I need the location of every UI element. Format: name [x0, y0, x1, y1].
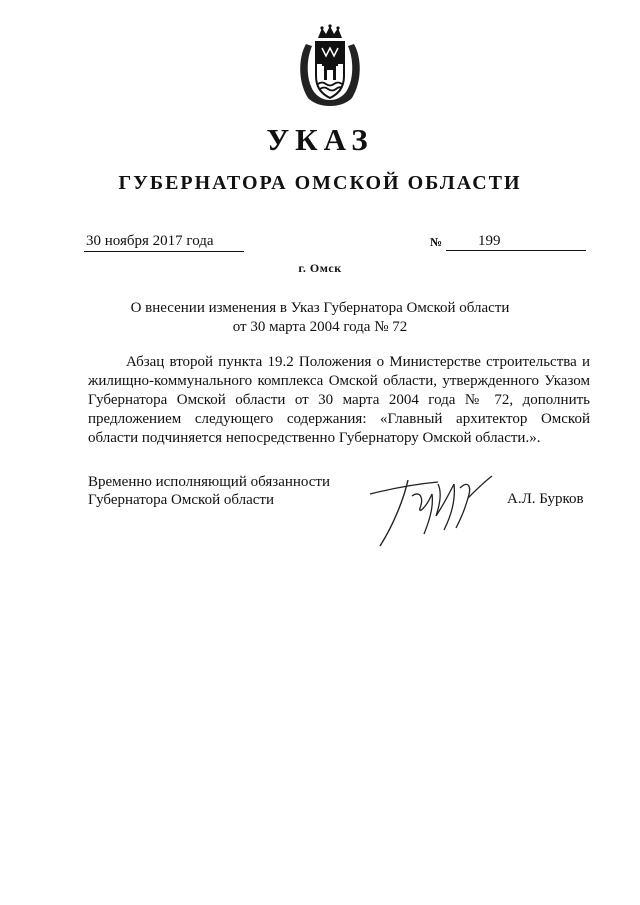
subject-line-2: от 30 марта 2004 года № 72: [232, 319, 408, 335]
date-underline: [84, 251, 244, 252]
decree-body-paragraph: Абзац второй пункта 19.2 Положения о Министерстве строительства и жилищно-коммунального комплекса Омской области, утвержденного Указом Губернатора Омской области от 30 марта 2004 года № 72, дополнить предложением следующего содержания: «Главный архитектор Омской области подчиняется непосредственно Губернатору Омской области.».: [88, 354, 590, 446]
document-title: УКАЗ: [266, 122, 374, 157]
decree-number: 199: [478, 233, 501, 249]
number-label: №: [430, 235, 443, 249]
signer-role-line-2: Губернатора Омской области: [88, 492, 274, 508]
city-label: г. Омск: [298, 261, 342, 275]
signer-role: [88, 473, 348, 509]
omsk-region-coat-of-arms-icon: [296, 24, 364, 108]
number-underline: [446, 250, 586, 251]
decree-subject: [0, 299, 640, 337]
handwritten-signature-icon: [364, 468, 500, 550]
signer-role-line-1: Временно исполняющий обязанности: [88, 474, 331, 490]
decree-date: 30 ноября 2017 года: [86, 233, 214, 249]
signer-name: А.Л. Бурков: [507, 491, 584, 507]
document-subtitle: ГУБЕРНАТОРА ОМСКОЙ ОБЛАСТИ: [118, 172, 522, 194]
subject-line-1: О внесении изменения в Указ Губернатора Омской области: [130, 300, 510, 316]
